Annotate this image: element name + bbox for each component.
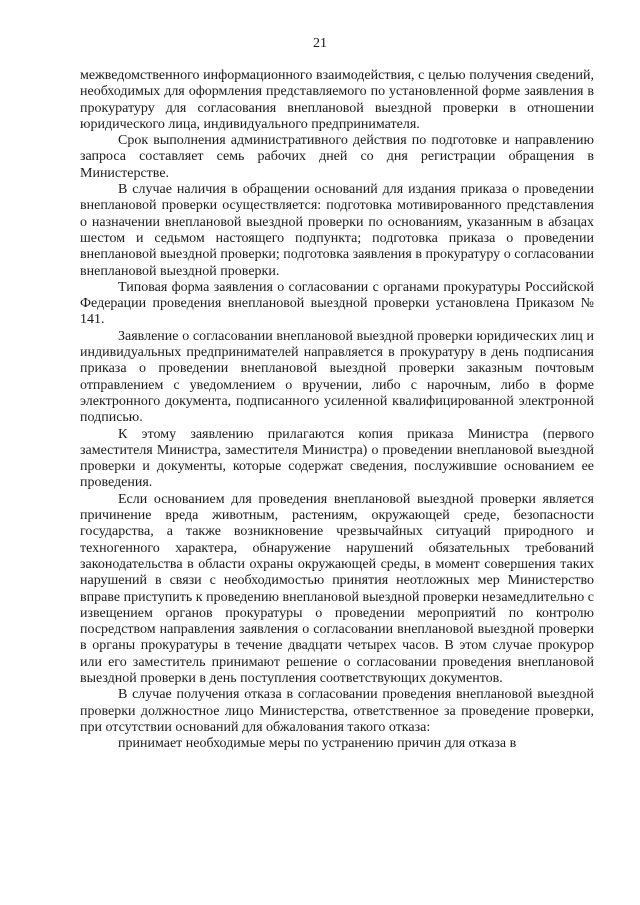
paragraph-refusal-case: В случае получения отказа в согласовании проведения внеплановой выездной проверки должностное лицо Министерства, ответственное за проведение проверки, при отсутствии оснований для обжалования такого отказа:	[80, 687, 594, 735]
paragraph-request-deadline: Срок выполнения административного действия по подготовке и направлению запроса составляет семь рабочих дней со дня регистрации обращения в Министерстве.	[80, 133, 594, 181]
paragraph-urgent-inspection: Если основанием для проведения внеплановой выездной проверки является причинение вреда животным, растениям, окружающей среде, безопасности государства, а также возникновение чрезвычайных ситуаций природного и техногенного характера, обнаружение нарушений обязательных требований законодательства в области охраны окружающей среды, в момент совершения таких нарушений в связи с необходимостью принятия неотложных мер Министерство вправе приступить к проведению внеплановой выездной проверки незамедлительно с извещением органов прокуратуры о проведении мероприятий по контролю посредством направления заявления о согласовании внеплановой выездной проверки в органы прокуратуры в течение двадцати четырех часов. В этом случае прокурор или его заместитель принимают решение о согласовании проведения внеплановой выездной проверки в день поступления соответствующих документов.	[80, 491, 594, 686]
paragraph-attachments: К этому заявлению прилагаются копия приказа Министра (первого заместителя Министра, заместителя Министра) о проведении внеплановой выездной проверки и документы, которые содержат сведения, послужившие основанием ее проведения.	[80, 426, 594, 491]
paragraph-standard-form: Типовая форма заявления о согласовании с органами прокуратуры Российской Федерации проведения внеплановой выездной проверки установлена Приказом № 141.	[80, 279, 594, 328]
document-body	[80, 68, 594, 752]
paragraph-application-submission: Заявление о согласовании внеплановой выездной проверки юридических лиц и индивидуальных предпринимателей направляется в прокуратуру в день подписания приказа о проведении внеплановой выездной проверки заказным почтовым отправлением с уведомлением о вручении, либо с нарочным, либо в форме электронного документа, подписанного усиленной квалифицированной электронной подписью.	[80, 328, 594, 426]
paragraph-measures: принимает необходимые меры по устранению причин для отказа в	[118, 736, 517, 752]
paragraph-continuation: межведомственного информационного взаимодействия, с целью получения сведений, необходимых для оформления представляемого по установленной форме заявления в прокуратуру для согласования внеплановой выездной проверки в отношении юридического лица, индивидуального предпринимателя.	[80, 68, 594, 132]
page-number: 21	[313, 36, 327, 51]
paragraph-grounds-for-order: В случае наличия в обращении оснований для издания приказа о проведении внеплановой проверки осуществляется: подготовка мотивированного представления о назначении внеплановой выездной проверки по основаниям, указанным в абзацах шестом и седьмом настоящего подпункта; подготовка приказа о проведении внеплановой выездной проверки; подготовка заявления в прокуратуру о согласовании внеплановой выездной проверки.	[80, 182, 594, 279]
